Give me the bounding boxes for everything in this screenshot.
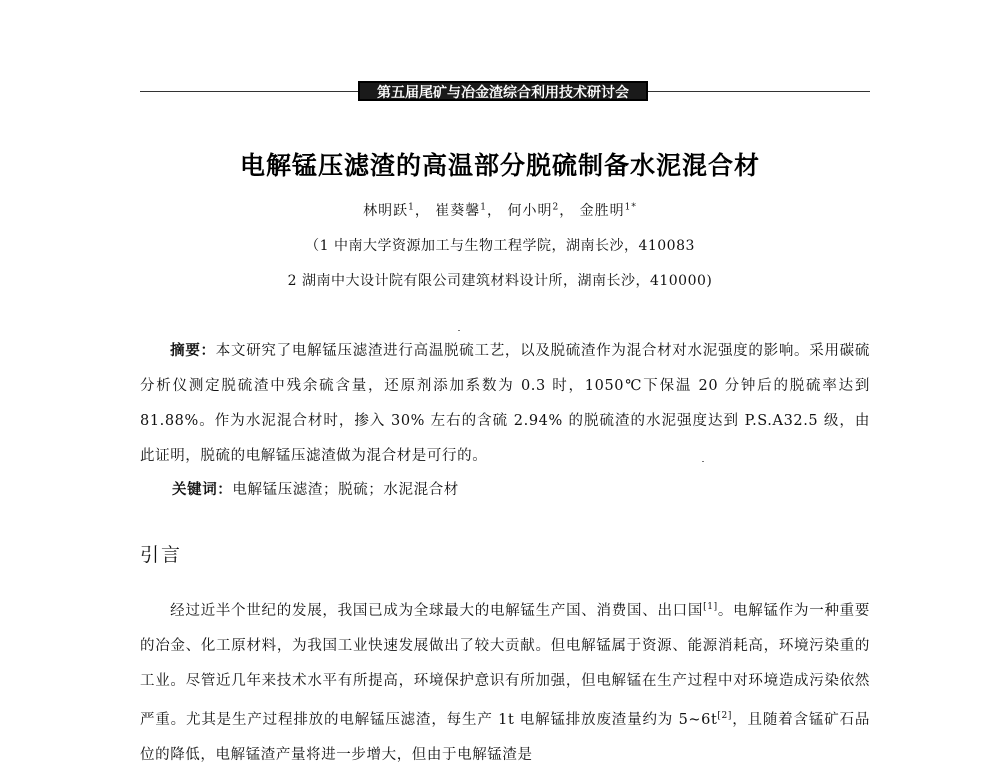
author-mark: 1* — [624, 202, 637, 213]
author-mark: 1 — [408, 202, 415, 213]
citation-ref: [2] — [717, 710, 732, 721]
abstract — [140, 334, 870, 474]
header-rule-right — [648, 91, 870, 92]
author-name: 林明跃 — [363, 203, 409, 219]
intro-text-2: 。电解锰作为一种重要的冶金、化工原材料，为我国工业快速发展做出了较大贡献。但电解锰属于资源、能源消耗高，环境污染重的工业。尽管近几年来技术水平有所提高，环境保护意识有所加强，但电解锰在生产过程中对环境造成污染依然严重。尤其是生产过程排放的电解锰压滤渣，每生产 1t 电解锰排放废渣量约为 5~6t — [140, 602, 871, 728]
intro-text-3: ，且随着含锰矿石品位的降低，电解锰渣产量将进一步增大，但由于电解锰渣是 — [140, 711, 870, 763]
author-mark: 1 — [480, 202, 488, 213]
author-name: 崔葵馨 — [435, 203, 481, 219]
conference-badge: 第五届尾矿与冶金渣综合利用技术研讨会 — [358, 81, 648, 101]
paper-title: 电解锰压滤渣的高温部分脱硫制备水泥混合材 — [239, 151, 760, 180]
author-name: 何小明 — [507, 203, 553, 219]
section-heading: 引言 — [140, 544, 183, 566]
abstract-label: 摘要： — [170, 343, 216, 359]
intro-text-1: 经过近半个世纪的发展，我国已成为全球最大的电解锰生产国、消费国、出口国 — [170, 602, 704, 619]
author-list: 林明跃$^1$， 崔葵馨$^1$， 何小明$^2$， 金胜明$^{1*}$ — [363, 202, 637, 219]
abstract-text: 本文研究了电解锰压滤渣进行高温脱硫工艺，以及脱硫渣作为混合材对水泥强度的影响。采用碳硫分析仪测定脱硫渣中残余硫含量，还原剂添加系数为 0.3 时，1050℃下保温 20 分钟后的脱硫率达到 81.88%。作为水泥混合材时，掺入 30% 左右的含硫 2.94% 的脱硫渣的水泥强度达到 P.S.A32.5 级，由此证明，脱硫的电解锰压滤渣做为混合材是可行的。 — [140, 343, 870, 464]
affiliation-1: （1 中南大学资源加工与生物工程学院，湖南长沙，410083 — [305, 238, 695, 254]
author-name: 金胜明 — [579, 203, 625, 219]
intro-paragraph — [140, 590, 870, 773]
author-mark: 2 — [552, 202, 560, 213]
keywords-label: 关键词： — [172, 482, 233, 498]
conference-header — [140, 78, 870, 104]
citation-ref: [1] — [703, 602, 718, 612]
header-rule-left — [140, 91, 358, 92]
keywords-text: 电解锰压滤渣；脱硫；水泥混合材 — [232, 482, 459, 498]
keywords — [172, 478, 459, 499]
affiliation-2: 2 湖南中大设计院有限公司建筑材料设计所，湖南长沙，410000) — [287, 273, 713, 289]
